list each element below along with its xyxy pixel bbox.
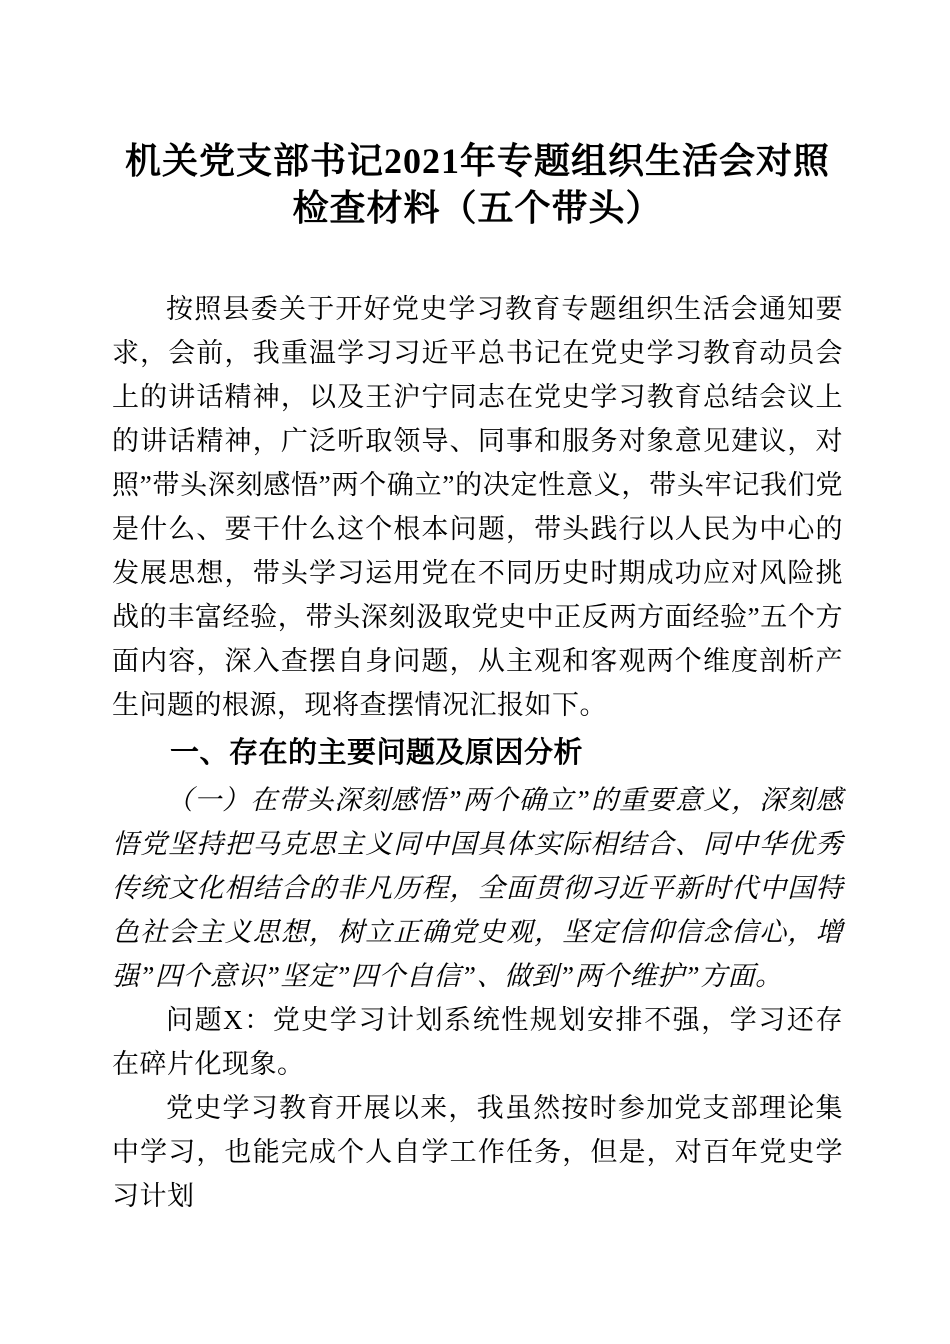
paragraph-detail: 党史学习教育开展以来，我虽然按时参加党支部理论集中学习，也能完成个人自学工作任务，但是，对百年党史学习计划	[112, 1093, 843, 1211]
document-title-line-2: 检查材料（五个带头）	[292, 188, 663, 228]
document-title-line-1: 机关党支部书记2021年专题组织生活会对照	[124, 141, 830, 181]
paragraph-intro: 按照县委关于开好党史学习教育专题组织生活会通知要求，会前，我重温学习习近平总书记在党史学习教育动员会上的讲话精神，以及王沪宁同志在党史学习教育总结会议上的讲话精神，广泛听取领导、同事和服务对象意见建议，对照”带头深刻感悟”两个确立”的决定性意义，带头牢记我们党是什么、要干什么这个根本问题，带头践行以人民为中心的发展思想，带头学习运用党在不同历史时期成功应对风险挑战的丰富经验，带头深刻汲取党史中正反两方面经验”五个方面内容，深入查摆自身问题，从主观和客观两个维度剖析产生问题的根源，现将查摆情况汇报如下。	[112, 294, 843, 720]
section-heading-problems-analysis: 一、存在的主要问题及原因分析	[170, 737, 584, 769]
paragraph-point-one: （一）在带头深刻感悟”两个确立”的重要意义，深刻感悟党坚持把马克思主义同中国具体实际相结合、同中华优秀传统文化相结合的非凡历程，全面贯彻习近平新时代中国特色社会主义思想，树立正确党史观，坚定信仰信念信心，增强”四个意识”坚定”四个自信”、做到”两个维护”方面。	[112, 785, 843, 991]
paragraph-problem-x: 问题X：党史学习计划系统性规划安排不强，学习还存在碎片化现象。	[112, 1005, 843, 1079]
document-title	[112, 138, 843, 232]
